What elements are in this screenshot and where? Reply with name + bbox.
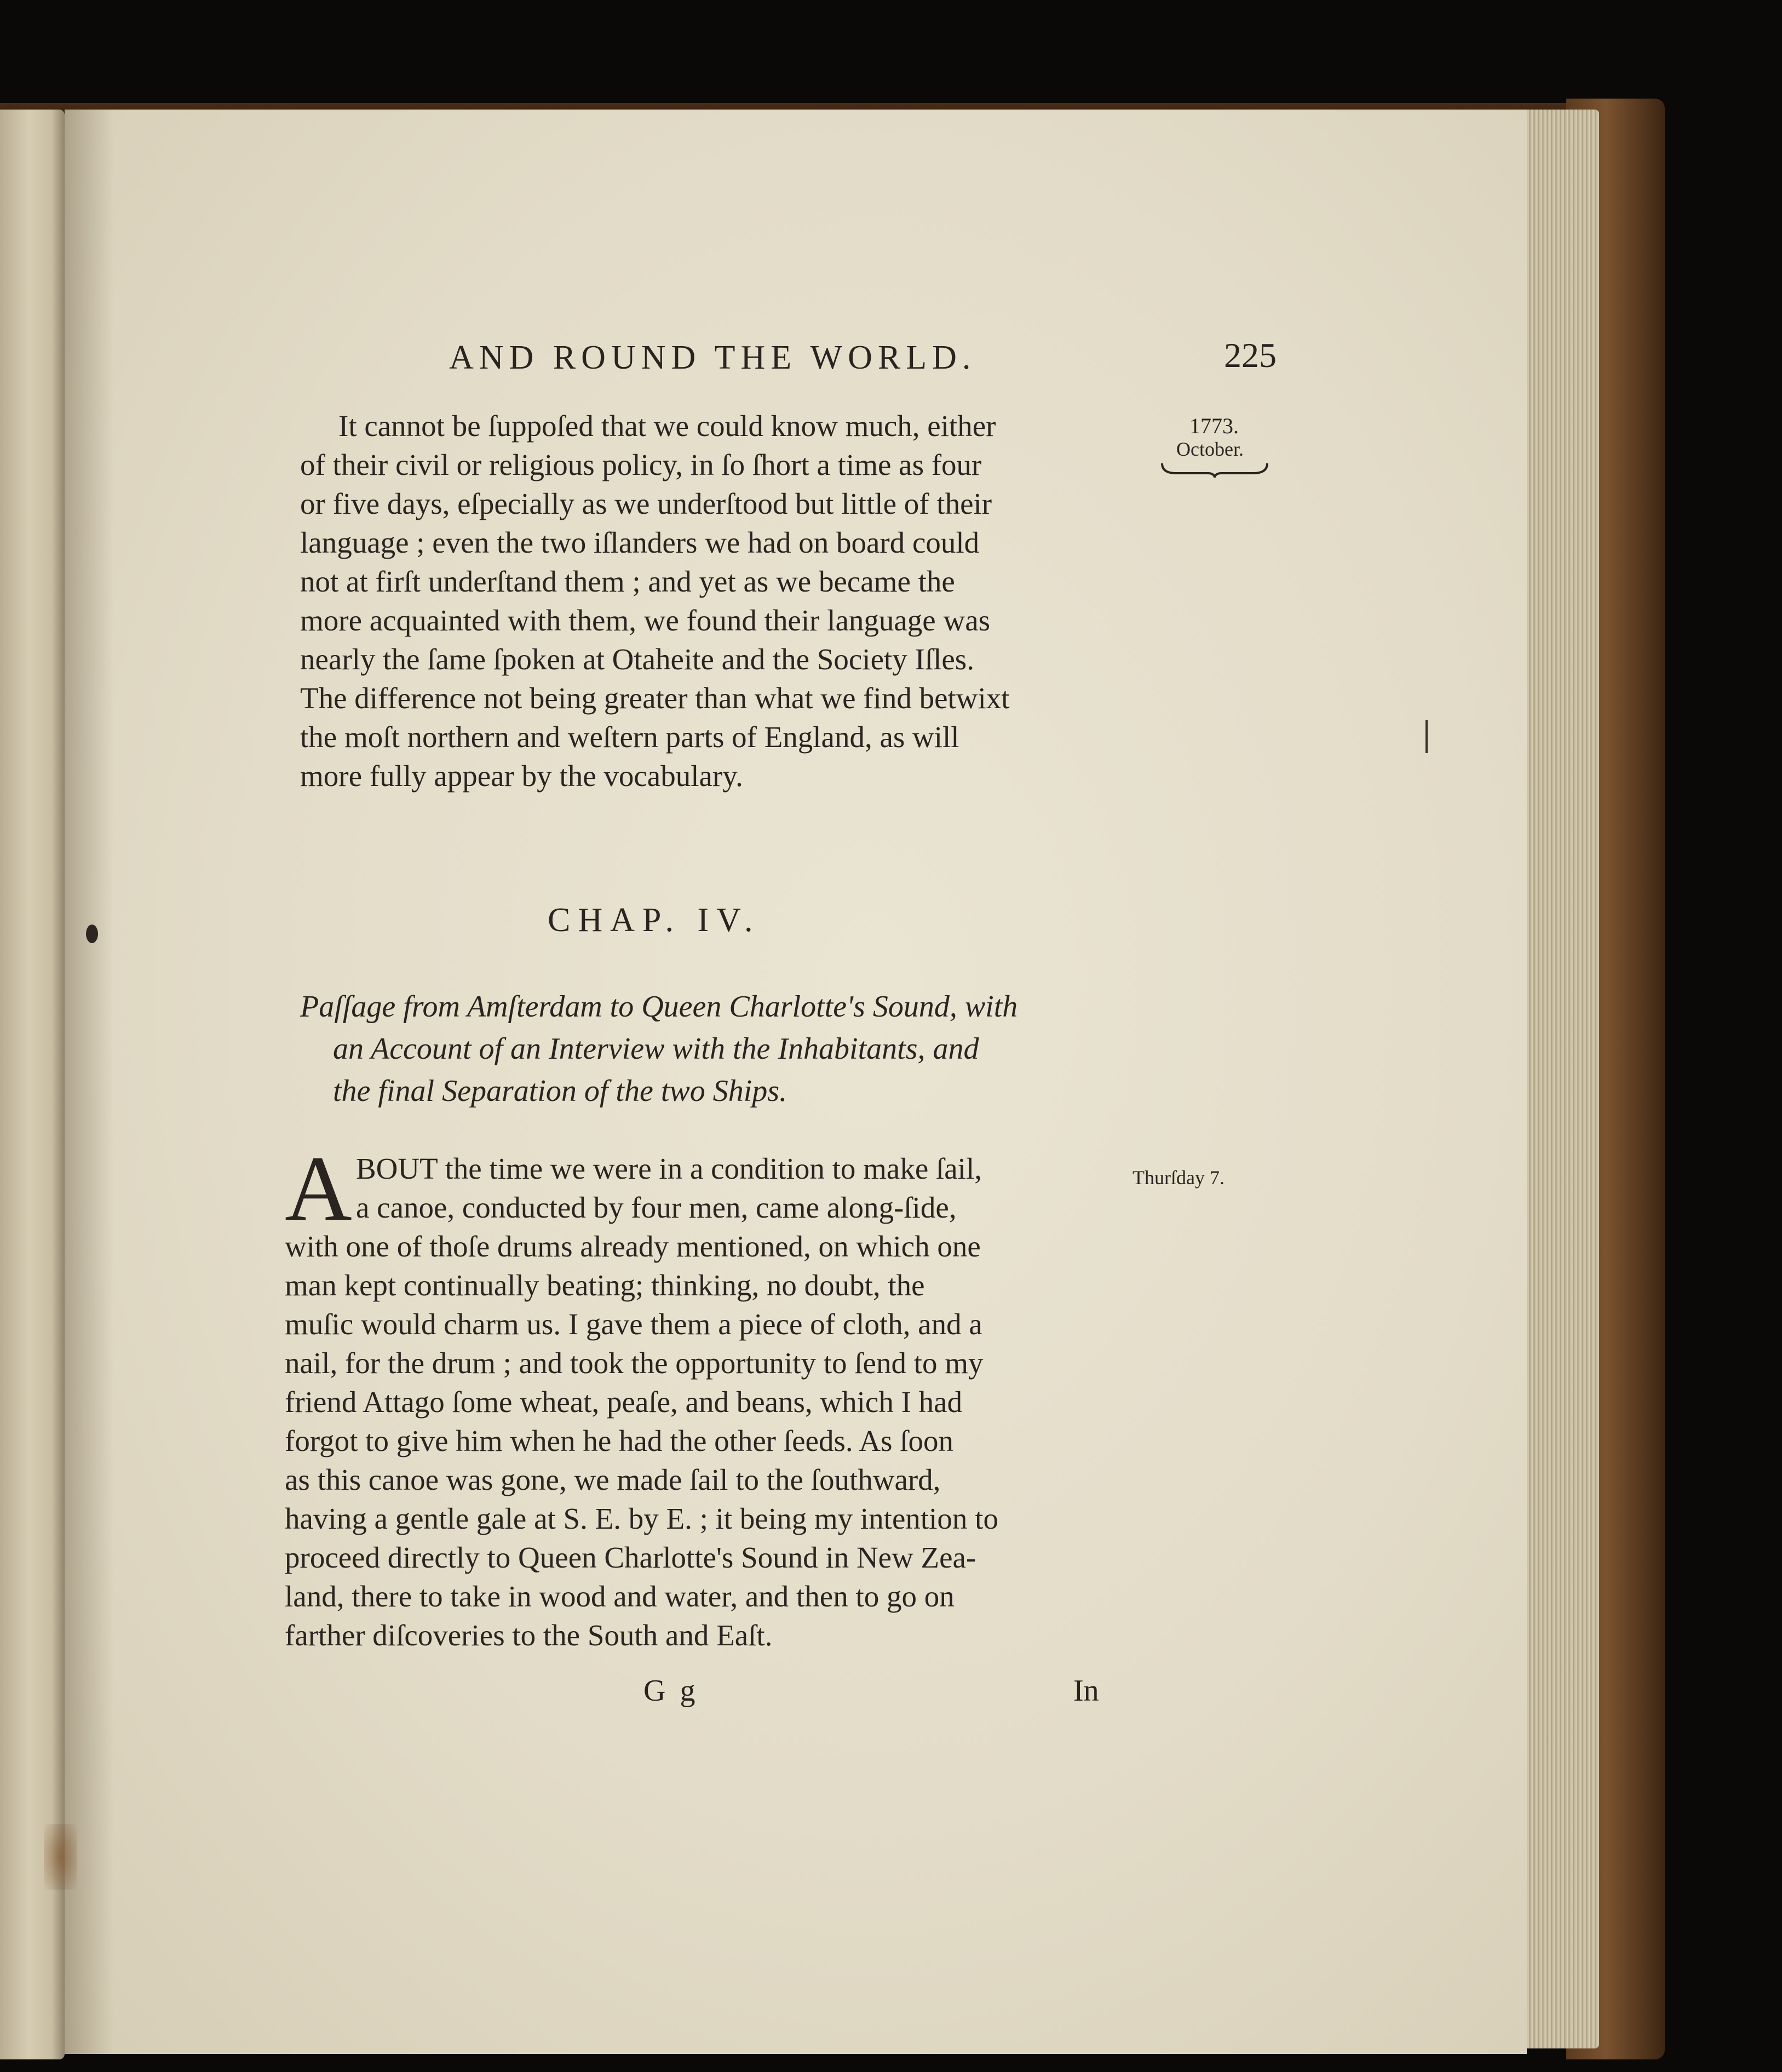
chapter-title-line: an Account of an Interview with the Inhabitants, and <box>333 1032 979 1066</box>
stray-mark <box>1425 720 1428 753</box>
chapter-heading: CHAP. IV. <box>548 902 761 939</box>
margin-note-month: October. <box>1176 438 1244 460</box>
text-line: the moſt northern and weſtern parts of England, as will <box>300 720 959 754</box>
paragraph-2 <box>285 1137 998 1655</box>
signature-mark: G g <box>643 1674 699 1708</box>
text-line: farther diſcoveries to the South and Eaſt. <box>285 1618 773 1652</box>
text-line: or five days, eſpecially as we underſtood but little of their <box>300 487 992 520</box>
text-line: forgot to give him when he had the other ſeeds. As ſoon <box>285 1424 953 1457</box>
text-line: a canoe, conducted by four men, came along-ſide, <box>356 1191 957 1224</box>
margin-brace-icon <box>1160 461 1269 478</box>
text-line: with one of thoſe drums already mentioned, on which one <box>285 1230 981 1263</box>
text-line: man kept continually beating; thinking, no doubt, the <box>285 1269 925 1302</box>
text-line: muſic would charm us. I gave them a piece of cloth, and a <box>285 1307 982 1341</box>
text-line: BOUT the time we were in a condition to make ſail, <box>356 1152 982 1185</box>
text-line: as this canoe was gone, we made ſail to the ſouthward, <box>285 1463 941 1496</box>
text-line: It cannot be ſuppoſed that we could know much, either <box>338 409 996 443</box>
text-line: not at firſt underſtand them ; and yet as we became the <box>300 565 955 598</box>
text-line: more acquainted with them, we found their language was <box>300 604 991 637</box>
page-fore-edge <box>1522 110 1599 2048</box>
text-line: nail, for the drum ; and took the opportunity to ſend to my <box>285 1346 984 1380</box>
chapter-title-line: Paſſage from Amſterdam to Queen Charlotte's Sound, with <box>300 990 1018 1024</box>
text-line: friend Attago ſome wheat, peaſe, and beans, which I had <box>285 1385 963 1419</box>
text-line: having a gentle gale at S. E. by E. ; it being my intention to <box>285 1502 998 1535</box>
gutter-shadow <box>65 110 114 2054</box>
page-number: 225 <box>1224 336 1277 375</box>
text-line: land, there to take in wood and water, and then to go on <box>285 1580 955 1613</box>
chapter-title <box>300 986 1018 1112</box>
text-line: nearly the ſame ſpoken at Otaheite and the Society Iſles. <box>300 642 974 676</box>
margin-note-year: 1773. <box>1189 414 1239 438</box>
facing-page-edge <box>0 110 65 2059</box>
text-line: proceed directly to Queen Charlotte's Sound in New Zea- <box>285 1541 976 1574</box>
running-head: AND ROUND THE WORLD. <box>449 339 976 376</box>
page-stain <box>44 1824 77 1890</box>
text-line: more fully appear by the vocabulary. <box>300 759 743 793</box>
drop-cap: A <box>285 1137 352 1240</box>
margin-note-day: Thurſday 7. <box>1133 1167 1225 1189</box>
text-line: of their civil or religious policy, in ſo ſhort a time as four <box>300 448 982 481</box>
paragraph-1 <box>300 406 1010 795</box>
catchword: In <box>1073 1674 1099 1708</box>
text-line: The difference not being greater than what we find betwixt <box>300 681 1010 715</box>
text-line: language ; even the two iſlanders we had on board could <box>300 526 980 559</box>
chapter-title-line: the final Separation of the two Ships. <box>333 1074 787 1108</box>
binding-hole <box>86 925 98 943</box>
